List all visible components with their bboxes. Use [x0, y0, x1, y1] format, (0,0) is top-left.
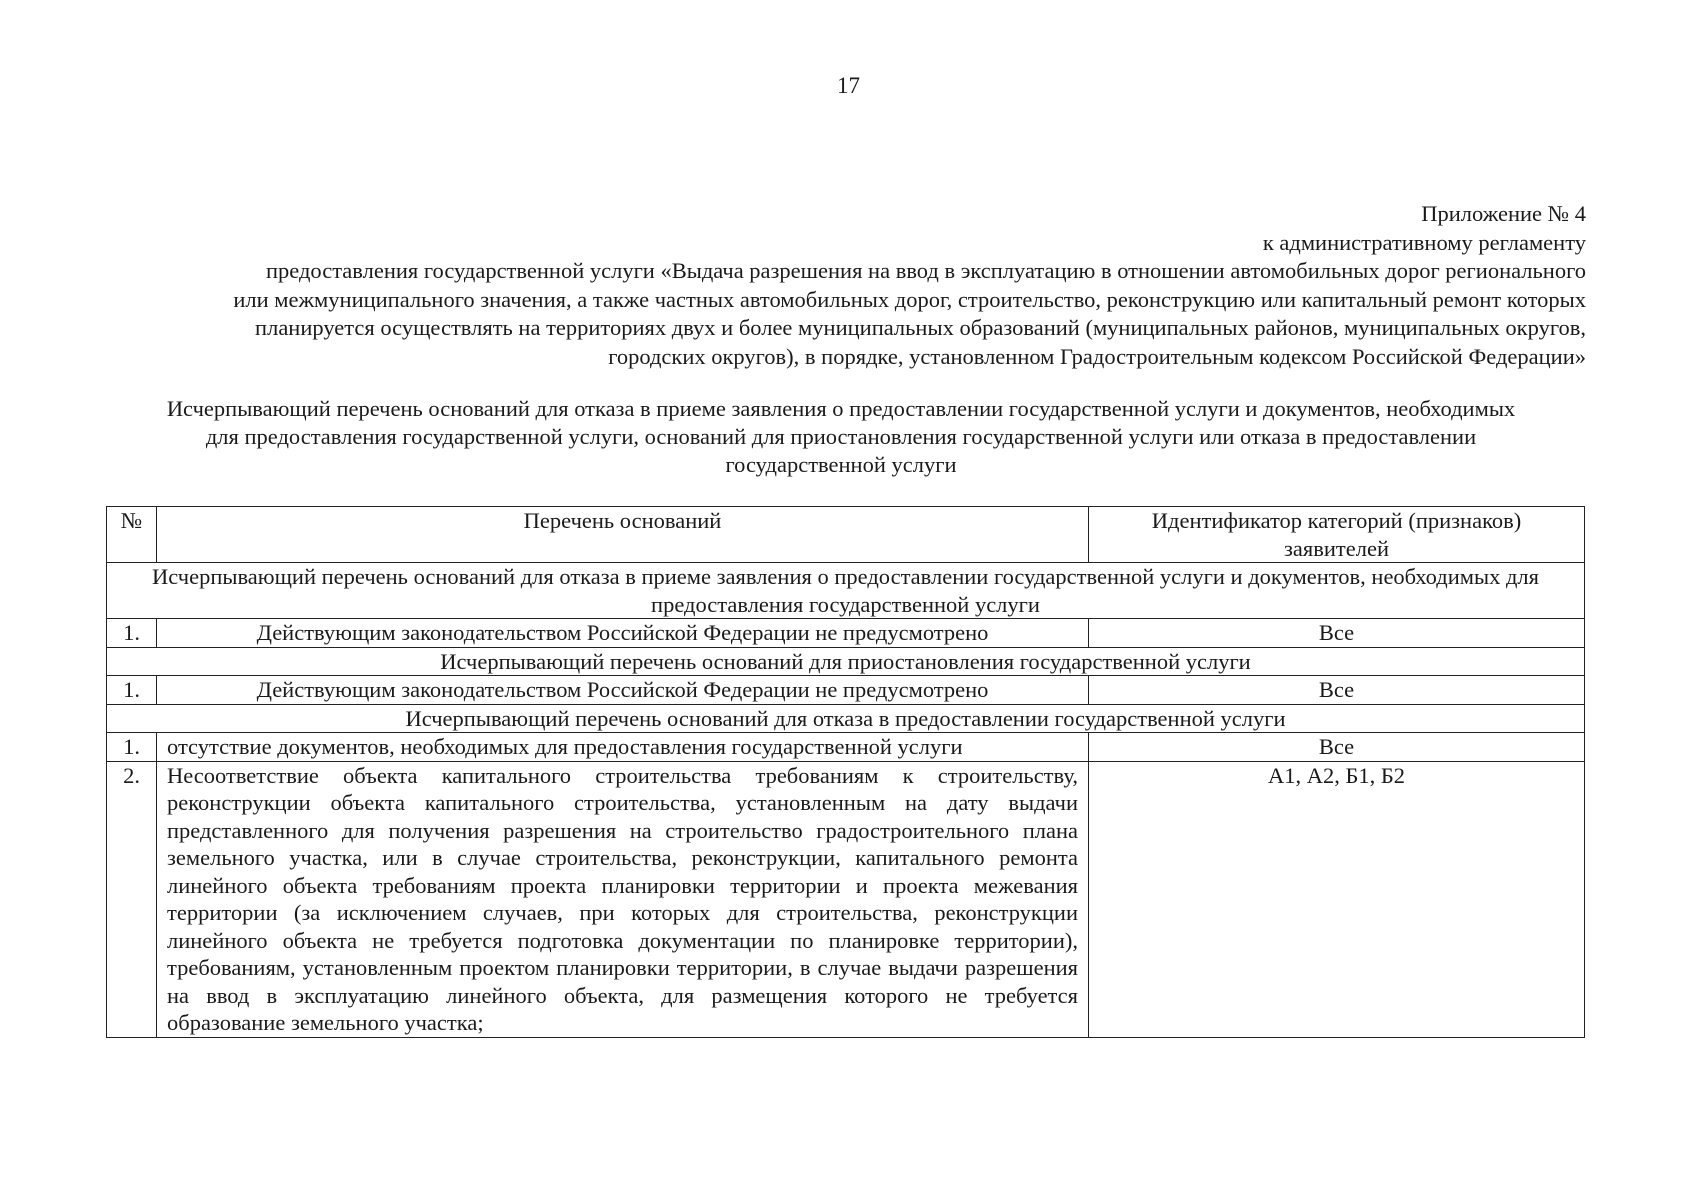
grounds-table	[106, 506, 1585, 1038]
row-identifier: А1, А2, Б1, Б2	[1089, 761, 1585, 1037]
row-text: отсутствие документов, необходимых для предоставления государственной услуги	[157, 733, 1089, 762]
row-number: 1.	[107, 676, 157, 705]
appendix-line: планируется осуществлять на территориях двух и более муниципальных образований (муниципальных районов, муниципальных округов,	[255, 315, 1586, 340]
section-title-suspension: Исчерпывающий перечень оснований для приостановления государственной услуги	[107, 647, 1585, 676]
section-row	[107, 563, 1585, 619]
appendix-line: городских округов), в порядке, установленном Градостроительным кодексом Российской Федерации»	[608, 343, 1586, 369]
row-number: 1.	[107, 733, 157, 762]
row-text: Несоответствие объекта капитального строительства требованиям к строительству, реконструкции объекта капитального строительства, установленным на дату выдачи представленного для получения разрешения на строительство градостроительного плана земельного участка, или в случае строительства, реконструкции, капитального ремонта линейного объекта требованиям проекта планировки территории и проекта межевания территории (за исключением случаев, при которых для строительства, реконструкции линейного объекта не требуется подготовка документации по планировке территории), требованиям, установленным проектом планировки территории, в случае выдачи разрешения на ввод в эксплуатацию линейного объекта, для размещения которого не требуется образование земельного участка;	[157, 761, 1089, 1037]
section-row	[107, 704, 1585, 733]
table-row	[107, 676, 1585, 705]
header-grounds: Перечень оснований	[157, 507, 1089, 563]
row-identifier: Все	[1089, 733, 1585, 762]
appendix-header	[96, 200, 1586, 371]
row-text: Действующим законодательством Российской Федерации не предусмотрено	[157, 676, 1089, 705]
section-title-refusal-acceptance: Исчерпывающий перечень оснований для отказа в приеме заявления о предоставлении государственной услуги и документов, необходимых для предоставления государственной услуги	[107, 563, 1585, 619]
appendix-line: к административному регламенту	[1262, 229, 1586, 255]
row-text: Действующим законодательством Российской Федерации не предусмотрено	[157, 619, 1089, 648]
title-line: государственной услуги	[725, 452, 957, 477]
table-row	[107, 761, 1585, 1037]
row-identifier: Все	[1089, 676, 1585, 705]
page-number: 17	[837, 73, 860, 98]
header-identifier: Идентификатор категорий (признаков) заявителей	[1089, 507, 1585, 563]
section-title-refusal-service: Исчерпывающий перечень оснований для отказа в предоставлении государственной услуги	[107, 704, 1585, 733]
title-line: Исчерпывающий перечень оснований для отказа в приеме заявления о предоставлении государственной услуги и документов, необходимых	[166, 396, 1516, 421]
row-number: 2.	[107, 761, 157, 1037]
appendix-line: предоставления государственной услуги «Выдача разрешения на ввод в эксплуатацию в отношении автомобильных дорог регионального	[265, 258, 1586, 283]
appendix-line: Приложение № 4	[1421, 201, 1586, 226]
table-header-row	[107, 507, 1585, 563]
table-row	[107, 619, 1585, 648]
row-number: 1.	[107, 619, 157, 648]
header-number: №	[107, 507, 157, 563]
document-title	[96, 395, 1586, 479]
appendix-line: или межмуниципального значения, а также частных автомобильных дорог, строительство, реконструкцию или капитальный ремонт которых	[233, 286, 1586, 312]
section-row	[107, 647, 1585, 676]
title-line: для предоставления государственной услуги, оснований для приостановления государственной услуги или отказа в предоставлении	[205, 424, 1477, 449]
table-row	[107, 733, 1585, 762]
row-identifier: Все	[1089, 619, 1585, 648]
